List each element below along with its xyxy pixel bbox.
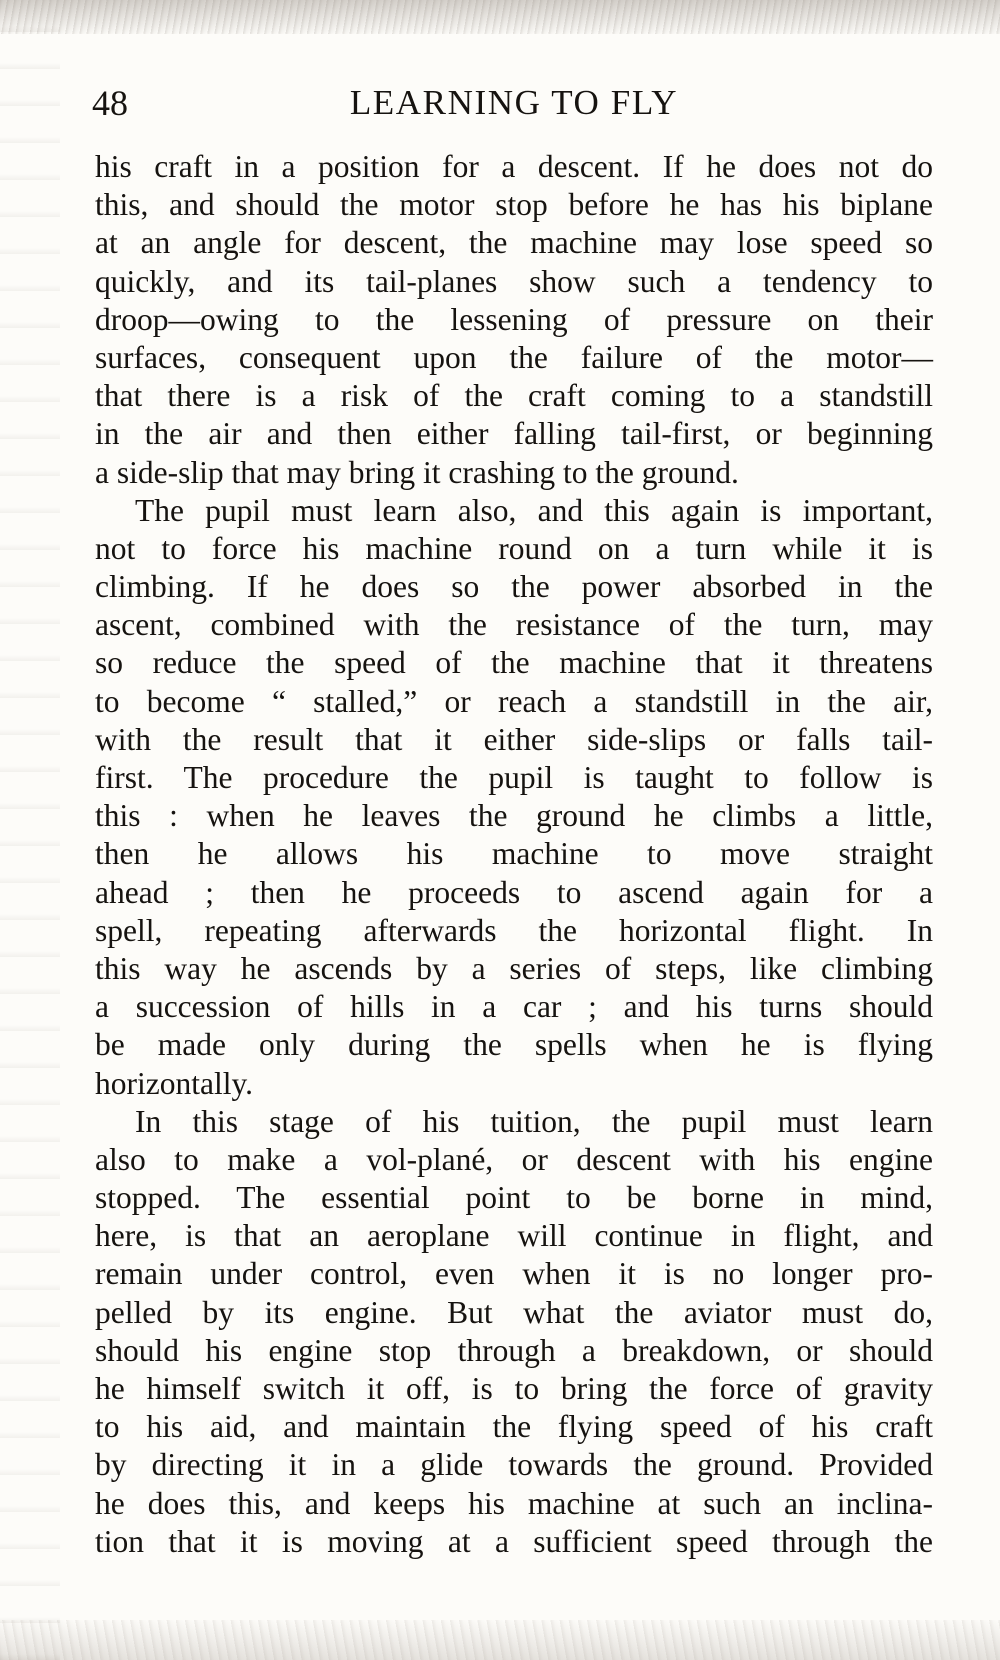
text-line: at an angle for descent, the machine may lose speed so	[95, 225, 933, 261]
text-line: The pupil must learn also, and this again is important,	[135, 492, 933, 528]
text-line: here, is that an aeroplane will continue in flight, and	[95, 1218, 933, 1254]
text-line: tion that it is moving at a sufficient speed through the	[95, 1523, 933, 1559]
paragraph	[95, 492, 933, 1103]
text-line: In this stage of his tuition, the pupil must learn	[135, 1103, 933, 1139]
text-line: he does this, and keeps his machine at such an inclina-	[95, 1485, 933, 1521]
text-line: that there is a risk of the craft coming to a standstill	[95, 378, 933, 414]
text-line: with the result that it either side-slips or falls tail-	[95, 721, 933, 757]
text-line: his craft in a position for a descent. If he does not do	[95, 149, 933, 184]
text-line: a side-slip that may bring it crashing to the ground.	[95, 454, 739, 490]
text-line: spell, repeating afterwards the horizontal flight. In	[95, 912, 933, 948]
text-line: so reduce the speed of the machine that it threatens	[95, 645, 933, 681]
text-line: to become “ stalled,” or reach a standstill in the air,	[95, 683, 933, 719]
text-line: climbing. If he does so the power absorbed in the	[95, 569, 933, 605]
paragraph	[95, 1103, 933, 1561]
page-number: 48	[92, 83, 128, 123]
page-edge-noise-bottom	[0, 1620, 1000, 1660]
text-line: a succession of hills in a car ; and his turns should	[95, 989, 933, 1025]
text-line: also to make a vol-plané, or descent with his engine	[95, 1141, 933, 1177]
text-line: he himself switch it off, is to bring the force of gravity	[95, 1371, 933, 1406]
text-line: be made only during the spells when he is flying	[95, 1027, 933, 1063]
text-line: should his engine stop through a breakdown, or should	[95, 1332, 933, 1368]
text-line: horizontally.	[95, 1065, 254, 1101]
text-line: then he allows his machine to move straight	[95, 836, 933, 872]
text-line: surfaces, consequent upon the failure of the motor—	[95, 339, 933, 375]
text-line: remain under control, even when it is no longer pro-	[95, 1256, 933, 1292]
page-edge-noise-left	[0, 0, 60, 1660]
text-line: stopped. The essential point to be borne in mind,	[95, 1180, 933, 1216]
text-line: this : when he leaves the ground he climbs a little,	[95, 798, 933, 834]
page-edge-noise-top	[0, 0, 1000, 34]
text-line: not to force his machine round on a turn while it is	[95, 530, 933, 566]
text-line: ascent, combined with the resistance of the turn, may	[95, 607, 933, 643]
text-line: first. The procedure the pupil is taught to follow is	[95, 760, 933, 795]
text-line: ahead ; then he proceeds to ascend again for a	[95, 874, 933, 910]
running-title: LEARNING TO FLY	[349, 83, 679, 122]
text-line: pelled by its engine. But what the aviator must do,	[95, 1294, 933, 1330]
body-text	[95, 148, 933, 1561]
paragraph	[95, 148, 933, 492]
text-line: in the air and then either falling tail-first, or beginning	[95, 416, 933, 452]
text-line: this, and should the motor stop before he has his biplane	[95, 187, 933, 223]
text-line: quickly, and its tail-planes show such a tendency to	[95, 263, 933, 299]
text-line: to his aid, and maintain the flying speed of his craft	[95, 1409, 933, 1445]
text-line: droop—owing to the lessening of pressure on their	[95, 301, 933, 337]
text-line: by directing it in a glide towards the ground. Provided	[95, 1447, 933, 1483]
page-header	[92, 78, 936, 128]
text-line: this way he ascends by a series of steps, like climbing	[95, 950, 933, 986]
